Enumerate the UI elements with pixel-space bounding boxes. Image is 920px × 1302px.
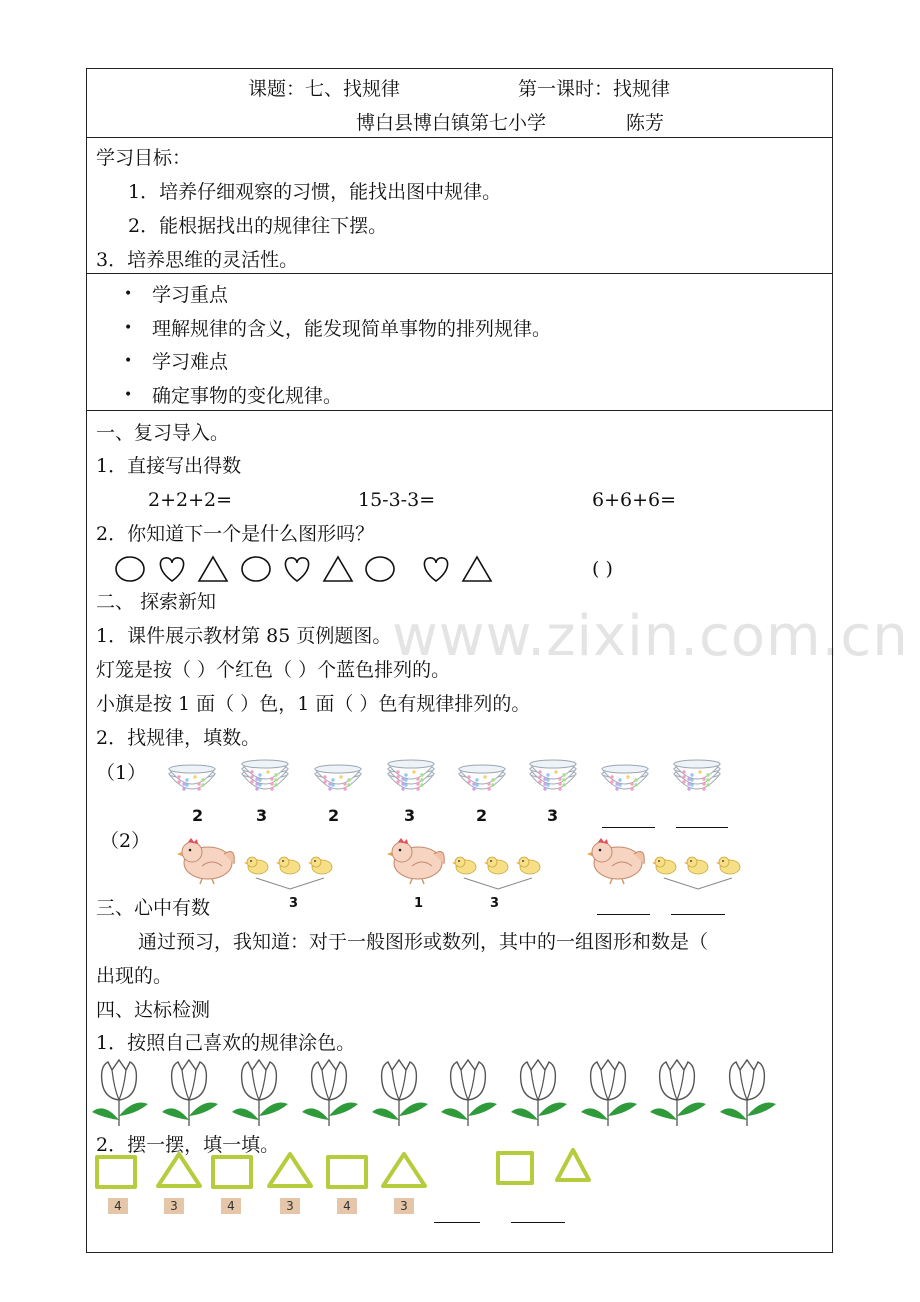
tulip-icon: [650, 1060, 706, 1126]
bowl-count: 2: [192, 806, 204, 825]
chick-icon: [244, 857, 268, 874]
question: 1．按照自己喜欢的规律涂色。: [96, 1032, 356, 1054]
chick-number: 3: [490, 896, 500, 911]
school-name: 博白县博白镇第七小学: [356, 112, 547, 134]
triangle-icon: [269, 1154, 311, 1186]
chick-icon: [684, 857, 708, 874]
bullet-icon: •: [124, 387, 133, 403]
chick-icon: [276, 857, 300, 874]
answer-blank[interactable]: [434, 1222, 480, 1223]
chick-number: 1: [414, 896, 424, 911]
bracket: [664, 878, 732, 889]
focus-item: 理解规律的含义，能发现简单事物的排列规律。: [152, 318, 552, 340]
chick-icon: [452, 857, 476, 874]
triangle-icon: [324, 557, 352, 581]
bowl-count: 3: [404, 806, 416, 825]
goal-item: 1．培养仔细观察的习惯，能找出图中规律。: [128, 181, 502, 203]
question: 2．摆一摆，填一填。: [96, 1134, 280, 1156]
hen-icon: [387, 838, 444, 884]
flag-question: 小旗是按 1 面（ ）色，1 面（ ）色有规律排列的。: [96, 693, 531, 715]
tulip-icon: [302, 1060, 358, 1126]
divider: [86, 273, 833, 274]
bracket: [464, 878, 532, 889]
preview-statement: 通过预习，我知道：对于一般图形或数列，其中的一组图形和数是（: [138, 931, 709, 953]
chick-icon: [484, 857, 508, 874]
triangle-icon: [199, 557, 227, 581]
answer-blank[interactable]: [676, 827, 728, 828]
goal-item: 3．培养思维的灵活性。: [96, 249, 299, 271]
circle-icon: [366, 557, 394, 581]
bowl-count: 3: [256, 806, 268, 825]
bowl-icon: [169, 765, 215, 791]
bowl-count: 2: [476, 806, 488, 825]
bullet-icon: •: [124, 353, 133, 369]
triangle-icon: [557, 1150, 589, 1180]
question: 1．直接写出得数: [96, 455, 242, 477]
preview-statement-end: 出现的。: [96, 965, 173, 987]
tulip-icon: [441, 1060, 497, 1126]
bowl-icon: [602, 765, 648, 791]
bowl-icon: [242, 760, 288, 791]
stick-count: 3: [394, 1198, 414, 1214]
bracket: [256, 878, 324, 889]
heart-icon: [160, 558, 183, 581]
sub-label: （1）: [96, 762, 147, 784]
square-icon: [97, 1157, 135, 1187]
shape-sequence: [110, 554, 510, 586]
bowl-sequence: [165, 760, 745, 804]
chick-icon: [308, 857, 332, 874]
tulip-row: [92, 1058, 782, 1130]
bullet-icon: •: [124, 286, 133, 302]
triangle-icon: [383, 1154, 425, 1186]
tulip-icon: [232, 1060, 288, 1126]
bowl-count: 3: [547, 806, 559, 825]
square-icon: [498, 1153, 532, 1183]
heart-icon: [424, 558, 447, 581]
question: 2．找规律，填数。: [96, 727, 261, 749]
question: 2．你知道下一个是什么图形吗？: [96, 523, 375, 545]
stick-count: 4: [337, 1198, 357, 1214]
circle-icon: [242, 557, 270, 581]
tulip-icon: [720, 1060, 776, 1126]
math-expression: 2+2+2=: [148, 489, 233, 511]
heart-icon: [285, 558, 308, 581]
triangle-icon: [158, 1154, 200, 1186]
focus-item: 确定事物的变化规律。: [152, 385, 343, 407]
chick-icon: [516, 857, 540, 874]
lesson-topic: 课题：七、找规律: [248, 78, 401, 100]
answer-blank[interactable]: [511, 1222, 565, 1223]
section-title: 一、复习导入。: [96, 422, 230, 444]
tulip-icon: [372, 1060, 428, 1126]
math-expression: 6+6+6=: [592, 489, 677, 511]
bullet-icon: •: [124, 320, 133, 336]
section-title: 二、 探索新知: [96, 591, 217, 613]
answer-blank[interactable]: [671, 914, 725, 915]
question: 1．课件展示教材第 85 页例题图。: [96, 625, 392, 647]
circle-icon: [116, 557, 144, 581]
stick-count: 3: [164, 1198, 184, 1214]
hen-icon: [177, 838, 234, 884]
bowl-icon: [388, 760, 434, 791]
answer-parentheses: ( ): [592, 558, 613, 580]
answer-blank[interactable]: [597, 914, 650, 915]
answer-blank[interactable]: [602, 827, 655, 828]
bowl-icon: [530, 760, 576, 791]
chick-number: 3: [289, 896, 299, 911]
bowl-icon: [459, 765, 505, 791]
square-icon: [328, 1157, 366, 1187]
tulip-icon: [92, 1060, 148, 1126]
divider: [86, 410, 833, 411]
stick-count: 4: [221, 1198, 241, 1214]
chick-icon: [716, 857, 740, 874]
watermark: www.zixin.com.cn: [392, 604, 909, 669]
teacher-name: 陈芳: [626, 112, 665, 134]
stick-count: 4: [108, 1198, 128, 1214]
goal-item: 2．能根据找出的规律往下摆。: [128, 215, 388, 237]
divider: [86, 137, 833, 138]
tulip-icon: [581, 1060, 637, 1126]
goals-title: 学习目标：: [96, 147, 192, 169]
tulip-icon: [162, 1060, 218, 1126]
bowl-count: 2: [328, 806, 340, 825]
chick-icon: [652, 857, 676, 874]
square-icon: [213, 1157, 251, 1187]
bowl-icon: [674, 760, 720, 791]
lantern-question: 灯笼是按（ ）个红色（ ）个蓝色排列的。: [96, 659, 451, 681]
focus-item: 学习重点: [152, 284, 229, 306]
bowl-icon: [315, 765, 361, 791]
stick-shapes: [92, 1146, 612, 1192]
section-title: 三、心中有数: [96, 897, 211, 919]
focus-item: 学习难点: [152, 351, 229, 373]
hen-chick-sequence: [170, 834, 760, 894]
lesson-period: 第一课时：找规律: [518, 78, 671, 100]
stick-count: 3: [280, 1198, 300, 1214]
triangle-icon: [463, 557, 491, 581]
tulip-icon: [511, 1060, 567, 1126]
section-title: 四、达标检测: [96, 999, 211, 1021]
math-expression: 15-3-3=: [358, 489, 436, 511]
sub-label: （2）: [100, 830, 151, 852]
hen-icon: [587, 838, 644, 884]
